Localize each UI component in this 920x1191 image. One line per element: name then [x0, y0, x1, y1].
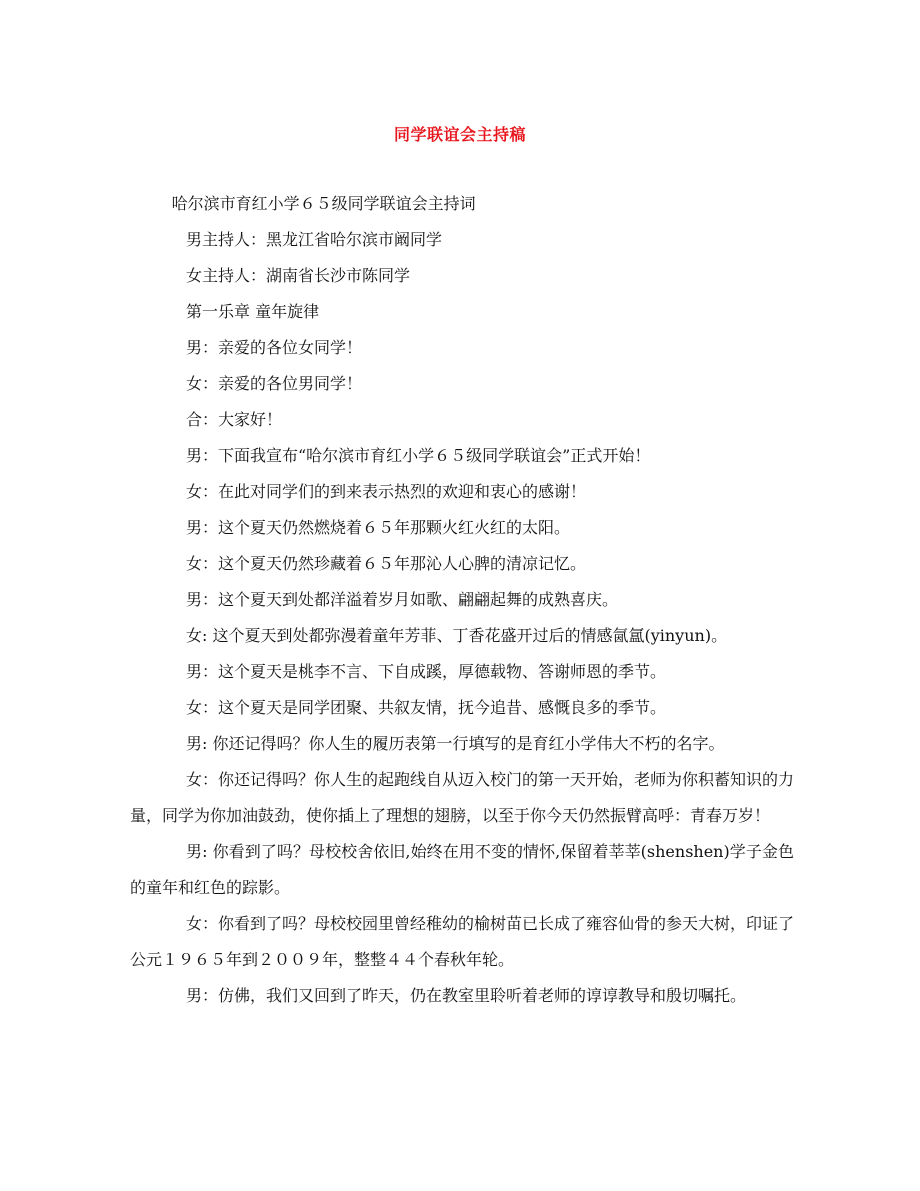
paragraph-line: 男：下面我宣布“哈尔滨市育红小学６５级同学联谊会”正式开始！	[186, 446, 651, 465]
paragraph-line: 男：仿佛，我们又回到了昨天，仍在教室里聆听着老师的谆谆教导和殷切嘱托。	[186, 986, 747, 1005]
paragraph-line: 男: 你还记得吗？你人生的履历表第一行填写的是育红小学伟大不朽的名字。	[186, 734, 725, 753]
paragraph-line: 女: 这个夏天到处都弥漫着童年芳菲、丁香花盛开过后的情感氤氲(yinyun)。	[186, 626, 728, 645]
paragraph-line: 男：这个夏天到处都洋溢着岁月如歌、翩翩起舞的成熟喜庆。	[186, 590, 619, 609]
paragraph-line: 女：你还记得吗？你人生的起跑线自从迈入校门的第一天开始，老师为你积蓄知识的力量，同学为你加油鼓劲，使你插上了理想的翅膀，以至于你今天仍然振臂高呼：青春万岁！	[130, 770, 795, 825]
paragraph-line: 女：在此对同学们的到来表示热烈的欢迎和衷心的感谢！	[186, 482, 587, 501]
paragraph-line: 男：这个夏天仍然燃烧着６５年那颗火红火红的太阳。	[186, 518, 571, 537]
paragraph-line: 女：你看到了吗？母校校园里曾经稚幼的榆树苗已长成了雍容仙骨的参天大树，印证了公元１９６５年到２００９年，整整４４个春秋年轮。	[130, 914, 795, 969]
paragraph-chapter-heading: 第一乐章 童年旋律	[186, 302, 320, 321]
document-title: 同学联谊会主持稿	[393, 125, 526, 144]
paragraph-line: 男：亲爱的各位女同学！	[186, 338, 363, 357]
paragraph-line: 男: 你看到了吗？母校校舍依旧,始终在用不变的情怀,保留着莘莘(shenshen)学子金色的童年和红色的踪影。	[130, 842, 794, 897]
paragraph-line: 女：这个夏天仍然珍藏着６５年那沁人心脾的清凉记忆。	[186, 554, 587, 573]
paragraph-line: 女：这个夏天是同学团聚、共叙友情，抚今追昔、感慨良多的季节。	[186, 698, 667, 717]
document-body	[130, 186, 794, 1014]
paragraph-line: 合：大家好！	[186, 410, 283, 429]
paragraph-subtitle: 哈尔滨市育红小学６５级同学联谊会主持词	[171, 194, 476, 213]
paragraph-female-host: 女主持人：湖南省长沙市陈同学	[186, 266, 411, 285]
paragraph-line: 男：这个夏天是桃李不言、下自成蹊，厚德载物、答谢师恩的季节。	[186, 662, 667, 681]
paragraph-line: 女：亲爱的各位男同学！	[186, 374, 363, 393]
paragraph-male-host: 男主持人：黑龙江省哈尔滨市阚同学	[186, 230, 443, 249]
